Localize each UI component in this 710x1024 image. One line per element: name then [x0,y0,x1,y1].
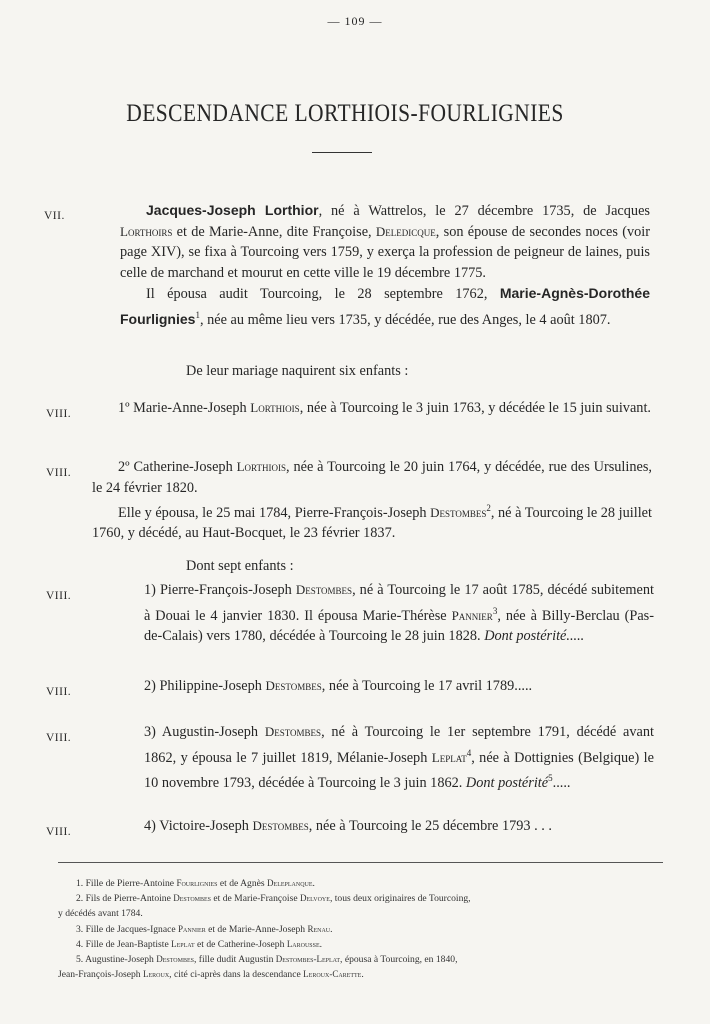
footnote-continued: y décédés avant 1784. [58,908,143,920]
generation-marker: VIII. [46,732,72,744]
grandchild-entry: 3) Augustin-Joseph Destombes, né à Tourcoing le 1er septembre 1791, décédé avant 1862, y épousa le 7 juillet 1819, Mélanie-Joseph Leplat$^4$, née à Dottignies (Belgique) le 10 novembre 1793, décédée à Tourcoing le 3 juin 1862. Dont postérité$^5$..... [144,724,655,791]
children-intro: De leur mariage naquirent six enfants : [186,363,409,379]
footnote: 1. Fille de Pierre-Antoine Fourlignies et de Agnès Deleplanque. [76,878,315,889]
grandchild-entry: 1) Pierre-François-Joseph Destombes, né à Tourcoing le 17 août 1785, décédé subitement à Douai le 4 janvier 1830. Il épousa Marie-Thérèse Pannier$^3$, née à Billy-Berclau (Pas-de-Calais) vers 1780, décédée à Tourcoing le 28 juin 1828. Dont postérité..... [144,582,655,644]
grandchild-entry: 2) Philippine-Joseph Destombes, née à Tourcoing le 17 avril 1789..... [144,678,533,694]
footnote-continued: Jean-François-Joseph Leroux, cité ci-après dans la descendance Leroux-Carette. [58,969,364,981]
footnote: 3. Fille de Jacques-Ignace Pannier et de Marie-Anne-Joseph Renau. [76,923,333,935]
grandchildren-intro: Dont sept enfants : [186,558,294,574]
footnote: 5. Augustine-Joseph Destombes, fille dudit Augustin Destombes-Leplat, épousa à Tourcoing, en 1840, [76,954,458,966]
footnote-divider [58,862,663,863]
footnote: 2. Fils de Pierre-Antoine Destombes et de Marie-Françoise Delvoye, tous deux originaires de Tourcoing, [76,893,471,905]
page-title: DESCENDANCE LORTHIOIS-FOURLIGNIES [126,100,564,127]
page-number: — 109 — [327,14,383,28]
generation-marker: VIII. [46,826,72,838]
title-divider [312,152,372,153]
main-entry: Jacques-Joseph Lorthior, né à Wattrelos, le 27 décembre 1735, de Jacques Lorthoirs et de Marie-Anne, dite Françoise, Deledicque, son épouse de secondes noces (voir page XIV), se fixa à Tourcoing vers 1759, y exerça la profession de peigneur de laines, puis celle de marchand et mourut en cette ville le 19 décembre 1775. Il épousa audit Tourcoing, le 28 septembre 1762, Marie-Agnès-Dorothée Fourlignies$^1$, née au même lieu vers 1735, y décédée, rue des Anges, le 4 août 1807. [120,202,650,328]
person-name: Jacques-Joseph Lorthior [146,202,319,218]
generation-marker: VIII. [46,686,72,698]
generation-marker: VIII. [46,590,72,602]
spouse-name: Marie-Agnès-Dorothée Fourlignies [120,285,650,327]
generation-marker: VII. [44,210,65,222]
grandchild-entry: 4) Victoire-Joseph Destombes, née à Tourcoing le 25 décembre 1793 . . . [144,818,553,834]
footnote: 4. Fille de Jean-Baptiste Leplat et de Catherine-Joseph Larousse. [76,938,323,950]
generation-marker: VIII. [46,408,72,420]
child-entry: 2º Catherine-Joseph Lorthiois, née à Tourcoing le 20 juin 1764, y décédée, rue des Ursulines, le 24 février 1820. Elle y épousa, le 25 mai 1784, Pierre-François-Joseph Destombes$^2$, né à Tourcoing le 28 juillet 1760, y décédé, au Haut-Bocquet, le 23 février 1837. [92,459,653,542]
child-entry: 1º Marie-Anne-Joseph Lorthiois, née à Tourcoing le 3 juin 1763, y décédée le 15 juin suivant. [118,400,651,416]
generation-marker: VIII. [46,467,72,479]
footnotes [58,876,666,982]
